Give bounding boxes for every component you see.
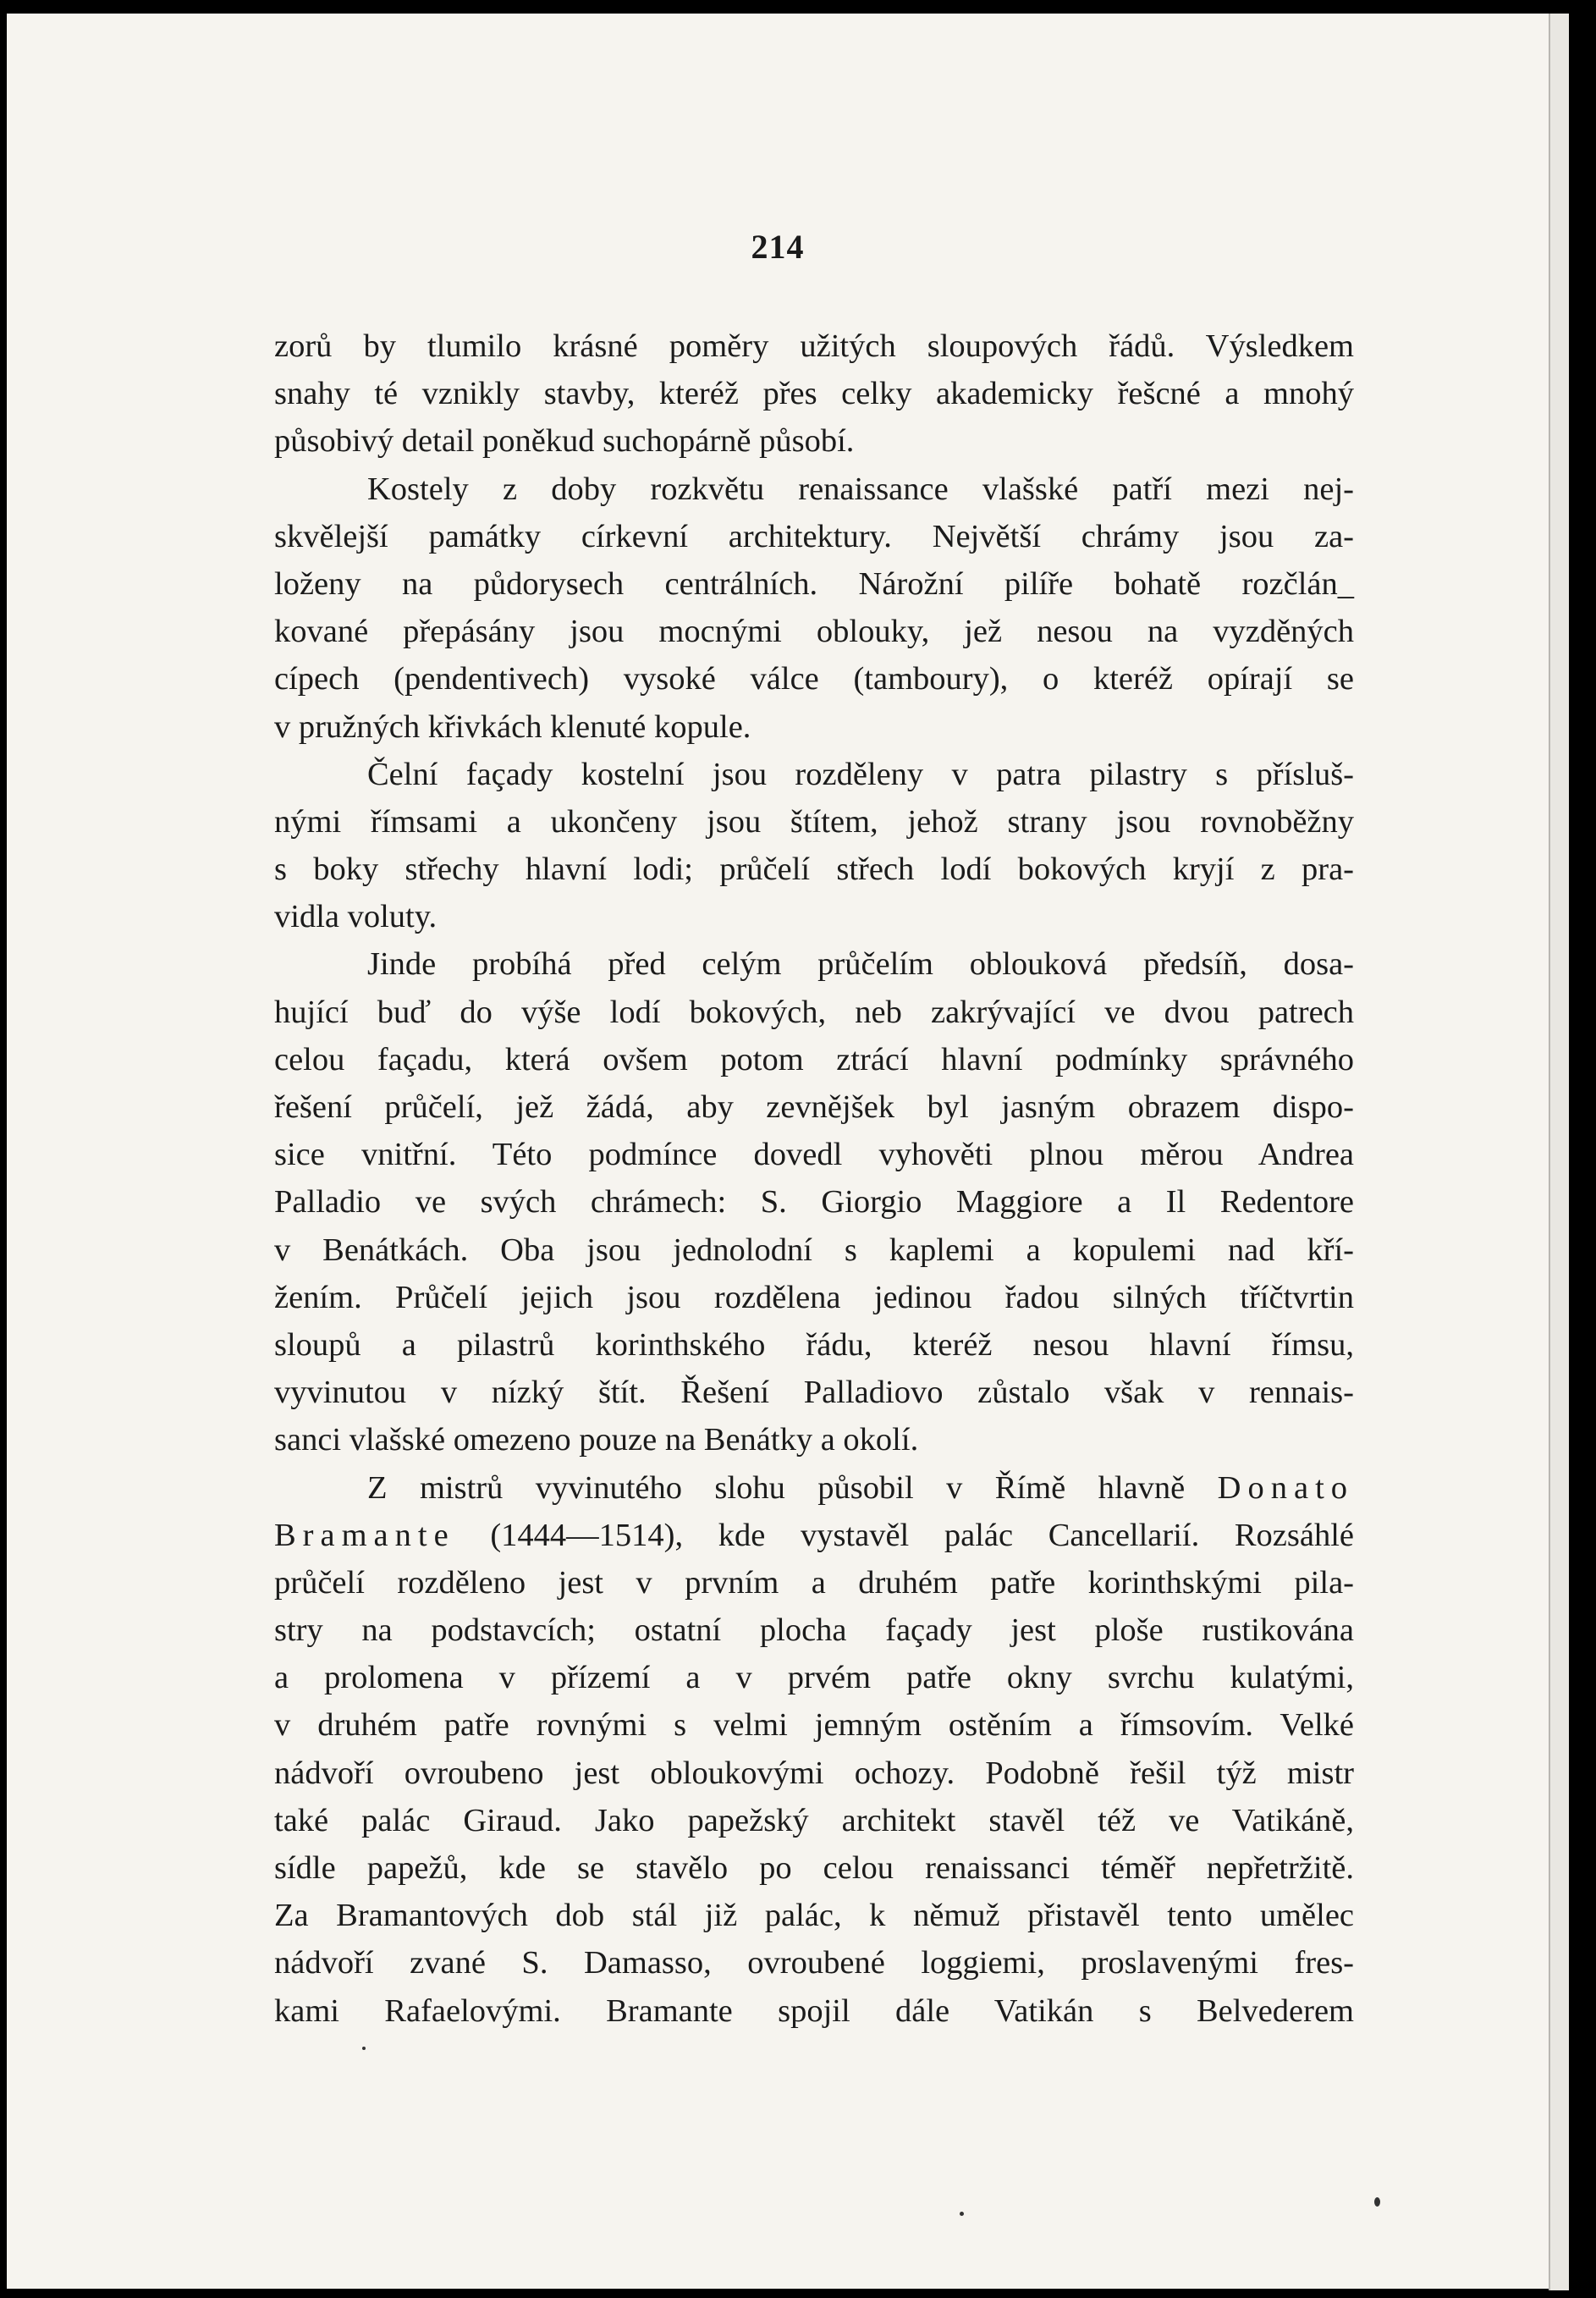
text-line: zorů by tlumilo krásné poměry užitých sloupových řádů. Výsledkem <box>274 328 1354 364</box>
text-line: loženy na půdorysech centrálních. Nárožní pilíře bohatě rozčlán_ <box>274 565 1354 602</box>
text-line-with-name <box>274 1464 1354 1512</box>
text-line: v pružných křivkách klenuté kopule. <box>274 708 751 745</box>
text-line: kované přepásány jsou mocnými oblouky, jež nesou na vyzděných <box>274 614 1354 650</box>
text-line: řešení průčelí, jež žádá, aby zevnějšek byl jasným obrazem dispo- <box>274 1089 1354 1125</box>
text-line: cípech (pendentivech) vysoké válce (tamboury), o kteréž opírají se <box>274 661 1354 697</box>
text-line: v Benátkách. Oba jsou jednolodní s kaplemi a kopulemi nad kří- <box>274 1232 1354 1268</box>
text-line: nými římsami a ukončeny jsou štítem, jehož strany jsou rovnoběžny <box>274 803 1354 840</box>
text-line: hující buď do výše lodí bokových, neb zakrývající ve dvou patrech <box>274 994 1354 1030</box>
text-line: vyvinutou v nízký štít. Řešení Palladiovo zůstalo však v rennais- <box>274 1375 1354 1411</box>
personal-name: Donato <box>1217 1469 1355 1506</box>
text-line: Palladio ve svých chrámech: S. Giorgio Maggiore a Il Redentore <box>274 1184 1354 1221</box>
print-speck <box>1374 2197 1380 2207</box>
text-line: sanci vlašské omezeno pouze na Benátky a okolí. <box>274 1422 919 1458</box>
text-fragment: (1444—1514), kde vystavěl palác Cancellarií. Rozsáhlé <box>490 1517 1354 1553</box>
text-line: žením. Průčelí jejich jsou rozdělena jedinou řadou silných tříčtvrtin <box>274 1279 1354 1315</box>
print-speck <box>960 2212 964 2216</box>
text-line: Jinde probíhá před celým průčelím oblouková předsíň, dosa- <box>367 946 1354 983</box>
text-line: celou façadu, která ovšem potom ztrácí hlavní podmínky správného <box>274 1041 1354 1077</box>
text-line: s boky střechy hlavní lodi; průčelí střech lodí bokových kryjí z pra- <box>274 851 1354 888</box>
text-line: sídle papežů, kde se stavělo po celou renaissanci téměř nepřetržitě. <box>274 1850 1354 1886</box>
text-line: sloupů a pilastrů korinthského řádu, kteréž nesou hlavní římsu, <box>274 1326 1354 1363</box>
print-speck <box>362 2047 366 2050</box>
text-line: nádvoří zvané S. Damasso, ovroubené loggiemi, proslavenými fres- <box>274 1945 1354 1981</box>
text-line: vidla voluty. <box>274 899 438 935</box>
page-edge <box>1549 14 1569 2290</box>
text-line: sice vnitřní. Této podmínce dovedl vyhověti plnou měrou Andrea <box>274 1137 1354 1173</box>
text-fragment: Z mistrů vyvinutého slohu působil v Římě hlavně <box>367 1469 1186 1506</box>
text-line: v druhém patře rovnými s velmi jemným ostěním a římsovím. Velké <box>274 1707 1354 1744</box>
text-line: působivý detail poněkud suchopárně působí. <box>274 423 855 460</box>
text-line: a prolomena v přízemí a v prvém patře okny svrchu kulatými, <box>274 1660 1354 1696</box>
personal-name: Bramante <box>274 1517 455 1553</box>
text-line: stry na podstavcích; ostatní plocha façady jest ploše rustikována <box>274 1612 1354 1649</box>
text-line: také palác Giraud. Jako papežský architekt stavěl též ve Vatikáně, <box>274 1802 1354 1838</box>
text-line: kami Rafaelovými. Bramante spojil dále Vatikán s Belvederem <box>274 1992 1354 2029</box>
book-page <box>7 14 1549 2289</box>
text-line: nádvoří ovroubeno jest obloukovými ochozy. Podobně řešil týž mistr <box>274 1755 1354 1791</box>
text-line: Čelní façady kostelní jsou rozděleny v patra pilastry s přísluš- <box>367 756 1354 792</box>
text-line: snahy té vznikly stavby, kteréž přes celky akademicky řešcné a mnohý <box>274 376 1354 412</box>
text-line-with-name <box>274 1512 1354 1559</box>
text-line: Za Bramantových dob stál již palác, k němuž přistavěl tento umělec <box>274 1898 1354 1934</box>
body-text <box>274 322 1354 2035</box>
text-line: Kostely z doby rozkvětu renaissance vlašské patří mezi nej- <box>367 471 1354 507</box>
text-line: skvělejší památky církevní architektury. Největší chrámy jsou za- <box>274 518 1354 554</box>
page-number: 214 <box>751 228 805 266</box>
text-line: průčelí rozděleno jest v prvním a druhém patře korinthskými pila- <box>274 1564 1354 1601</box>
